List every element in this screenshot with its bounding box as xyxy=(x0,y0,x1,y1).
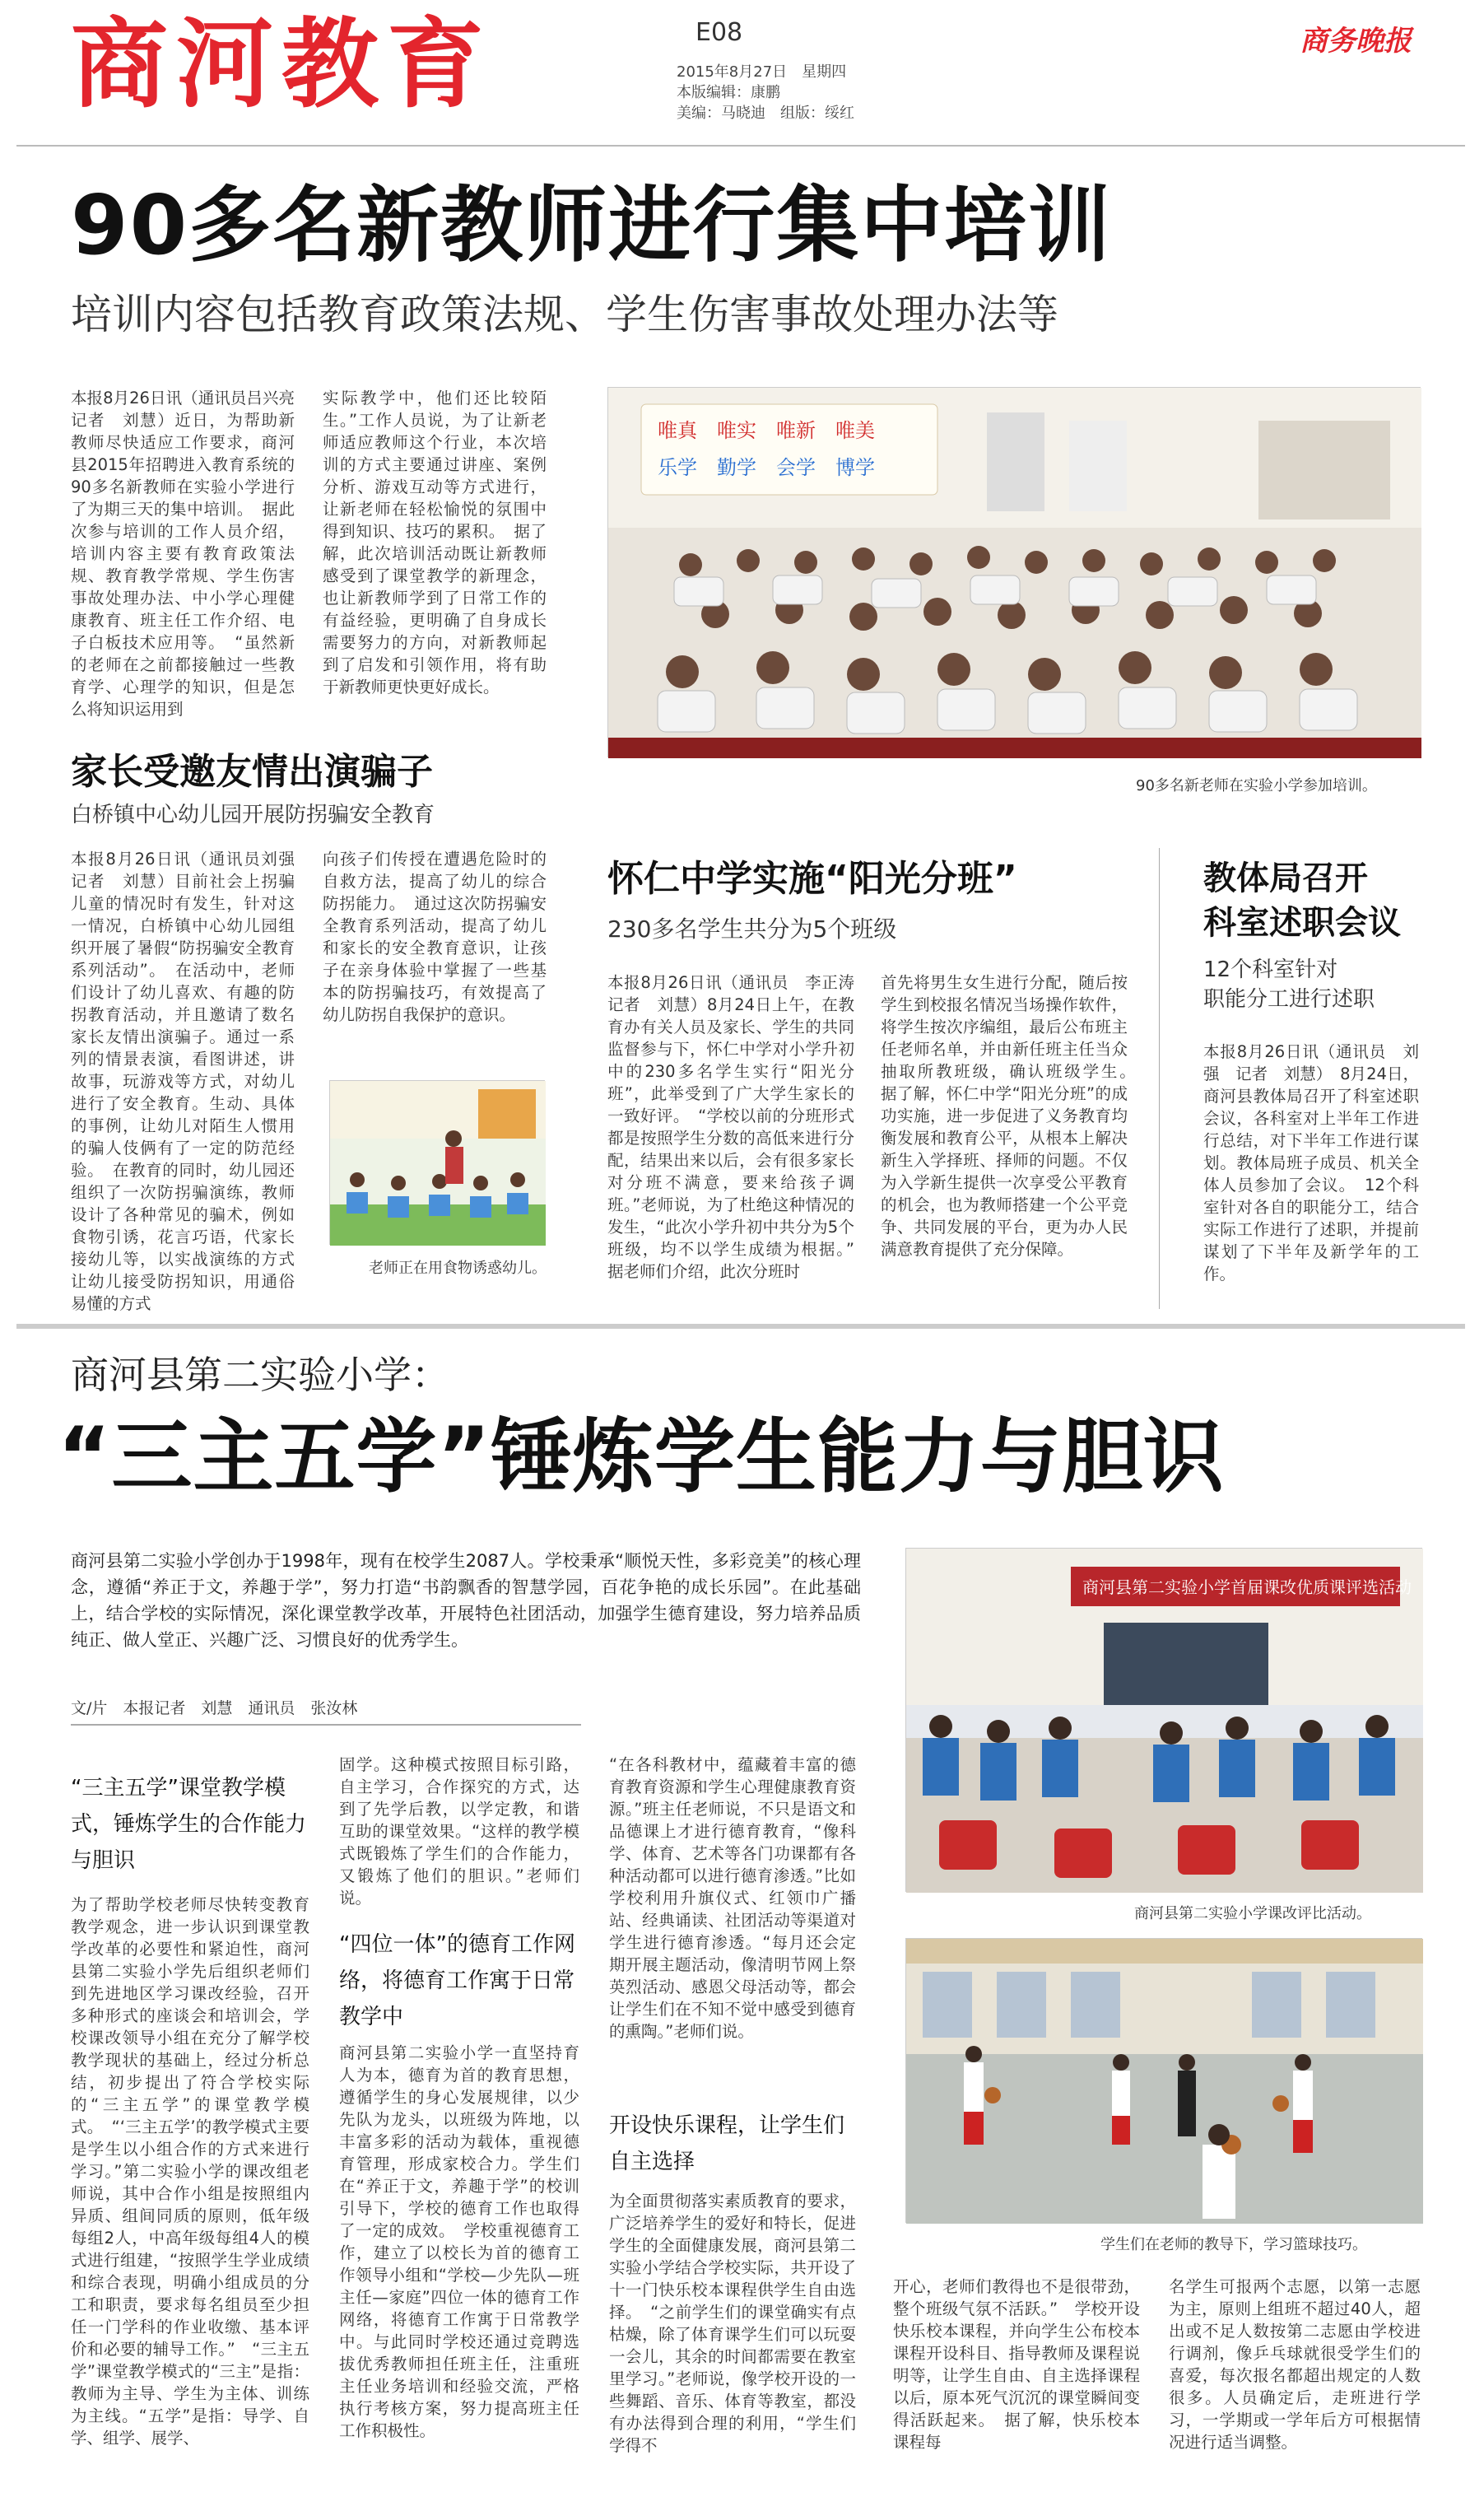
feature-photo-1-caption: 商河县第二实验小学课改评比活动。 xyxy=(1134,1905,1371,1922)
kindergarten-image xyxy=(330,1081,546,1246)
story1-photo-caption: 90多名新老师在实验小学参加培训。 xyxy=(1136,777,1377,794)
story2-photo-caption: 老师正在用食物诱惑幼儿。 xyxy=(369,1260,547,1277)
story2-subtitle: 白桥镇中心幼儿园开展防拐骗安全教育 xyxy=(71,803,435,827)
story1-title: 90多名新教师进行集中培训 xyxy=(71,177,1113,273)
design-credit: 美编：马晓迪 组版：绥红 xyxy=(677,105,854,122)
editor-credit: 本版编辑：康鹏 xyxy=(677,84,780,101)
banner-text-1: 唯真 唯实 唯新 唯美 xyxy=(658,419,875,442)
story3-column-1: 本报8月26日讯（通讯员 李正涛 记者 刘慧）8月24日上午，在教育办有关人员及家长、学生的共同监督参与下，怀仁中学对小学升初中的230多名学生实行“阳光分班”，此举受到了广大学生家长的一致好评。 “学校以前的分班形式都是按照学生分数的高低来进行分配，结果出来以后，会有很多家长对分班不满意，要来给孩子调班。”老师说，为了杜绝这种情况的发生，“此次小学升初中共分为5个班级，均不以学生成绩为根据。” 据老师们介绍，此次分班时 xyxy=(607,973,871,1281)
story4-subtitle-line2: 职能分工进行述职 xyxy=(1203,987,1375,1012)
page-number: E08 xyxy=(695,18,743,47)
story1-subtitle: 培训内容包括教育政策法规、学生伤害事故处理办法等 xyxy=(71,291,1058,338)
classroom-training-image xyxy=(608,388,1421,758)
feature-subhead-3: 开设快乐课程，让学生们自主选择 xyxy=(609,2113,845,2174)
story2-photo xyxy=(329,1080,545,1245)
feature-column-1: 为了帮助学校老师尽快转变教育教学观念，进一步认识到课堂教学改革的必要性和紧迫性，商河县第二实验小学先后组织老师们到先进地区学习课改经验，召开多种形式的座谈会和培训会，学校课改领导小组在充分了解学校教学现状的基础上，经过分析总结，初步提出了符合学校实际的“三主五学”的课堂教学模式。 “‘三主五学’的教学模式主要是学生以小组合作的方式来进行学习。”第二实验小学的课改组老师说，其中合作小组是按照组内异质、组间同质的原则，低年级每组2人，中高年级每组4人的模式进行组建，“按照学生学业成绩和综合表现，明确小组成员的分工和职责，要求每名组员至少担任一门学科的作业收缴、基本评价和必要的辅导工作。” “三主五学”课堂教学模式的“三主”是指：教师为主导、学生为主体、训练为主线。“五学”是指：导学、自学、组学、展学、 xyxy=(71,1895,309,2448)
story1-photo xyxy=(607,387,1421,757)
masthead: 商河教育 xyxy=(71,7,493,121)
byline-rule xyxy=(71,1724,581,1726)
feature-subhead-2: “四位一体”的德育工作网络，将德育工作寓于日常教学中 xyxy=(339,1932,575,2029)
column-divider xyxy=(1159,848,1160,1309)
story4-title-line1: 教体局召开 xyxy=(1203,860,1368,897)
story2-column-1: 本报8月26日讯（通讯员刘强 记者 刘慧）目前社会上拐骗儿童的情况时有发生，针对这一情况，白桥镇中心幼儿园组织开展了暑假“防拐骗安全教育系列活动”。 在活动中，老师们设计了幼儿喜欢、有趣的防拐教育活动，并且邀请了数名家长友情出演骗子。通过一系列的情景表演，看图讲述，讲故事，玩游戏等方式，对幼儿进行了安全教育。生动、具体的事例，让幼儿对陌生人惯用的骗人伎俩有了一定的防范经验。 在教育的同时，幼儿园还组织了一次防拐骗演练，教师设计了各种常见的骗术，例如食物引诱，花言巧语，代家长接幼儿等，以实战演练的方式让幼儿接受防拐知识，用通俗易懂的方式 xyxy=(71,850,311,1313)
feature-column-3a: “在各科教材中，蕴藏着丰富的德育教育资源和学生心理健康教育资源。”班主任老师说，不只是语文和品德课上才进行德育教育，“像科学、体育、艺术等各门功课都有各种活动都可以进行德育渗透。”比如学校利用升旗仪式、红领巾广播站、经典诵读、社团活动等渠道对学生进行德育渗透。“每月还会定期开展主题活动，像清明节网上祭英烈活动、感恩父母活动等，都会让学生们在不知不觉中感受到德育的熏陶。”老师们说。 xyxy=(609,1755,856,2041)
story2-title: 家长受邀友情出演骗子 xyxy=(71,751,433,793)
feature-photo-2 xyxy=(905,1938,1422,2223)
story2-column-2: 向孩子们传授在遭遇危险时的自救方法，提高了幼儿的综合防拐能力。 通过这次防拐骗安全教育系列活动，提高了幼儿和家长的安全教育意识，让孩子在亲身体验中掌握了一些基本的防拐骗技巧，有效提高了幼儿防拐自我保护的意识。 xyxy=(323,850,547,1024)
feature-kicker: 商河县第二实验小学： xyxy=(71,1353,449,1397)
banner-text-2: 乐学 勤学 会学 博学 xyxy=(658,456,875,479)
story3-title: 怀仁中学实施“阳光分班” xyxy=(607,858,1017,900)
feature-column-2a: 固学。这种模式按照目标引路，自主学习，合作探究的方式，达到了先学后教，以学定教，和谐互助的课堂效果。“这样的教学模式既锻炼了学生们的合作能力，又锻炼了他们的胆识。”老师们说。 xyxy=(339,1755,579,1908)
feature-lead: 商河县第二实验小学创办于1998年，现有在校学生2087人。学校秉承“顺悦天性，多彩竞美”的核心理念，遵循“养正于文，养趣于学”，努力打造“书韵飘香的智慧学园，百花争艳的成长乐园”。在此基础上，结合学校的实际情况，深化课堂教学改革，开展特色社团活动，加强学生德育建设，努力培养品质纯正、做人堂正、兴趣广泛、习惯良好的优秀学生。 xyxy=(71,1551,861,1650)
classroom-contest-image xyxy=(906,1549,1423,1893)
issue-date: 2015年8月27日 星期四 xyxy=(677,63,847,81)
feature-title: “三主五学”锤炼学生能力与胆识 xyxy=(58,1410,1225,1504)
story1-column-2: 实际教学中，他们还比较陌生。”工作人员说，为了让新老师适应教师这个行业，本次培训的方式主要通过讲座、案例分析、游戏互动等方式进行，让新老师在轻松愉悦的氛围中得到知识、技巧的累积。 据了解，此次培训活动既让新教师感受到了课堂教学的新理念，也让新教师学到了日常工作的有益经验，更明确了自身成长需要努力的方向，对新教师起到了启发和引领作用，将有助于新教师更快更好成长。 xyxy=(323,389,547,696)
feature-photo-1 xyxy=(905,1548,1422,1892)
section-rule xyxy=(16,1324,1465,1329)
story3-column-2: 首先将男生女生进行分配，随后按学生到校报名情况当场操作软件，将学生按次序编组，最后公布班主任老师名单，并由新任班主任当众抽取所教班级，确认班级学生。 据了解，怀仁中学“阳光分班”的成功实施，进一步促进了义务教育均衡发展和教育公平，从根本上解决新生入学择班、择师的问题。不仅为入学新生提供一次享受公平教育的机会，也为教师搭建一个公平竞争、共同发展的平台，更为办人民满意教育提供了充分保障。 xyxy=(881,973,1144,1259)
newspaper-brand: 商务晚报 xyxy=(1300,25,1412,58)
story4-body: 本报8月26日讯（通讯员 刘强 记者 刘慧） 8月24日，商河县教体局召开了科室述职会议，各科室对上半年工作进行总结，对下半年工作进行谋划。教体局班子成员、机关全体人员参加了会议。 12个科室针对各自的职能分工，结合实际工作进行了述职，并提前谋划了下半年及新学年的工作。 xyxy=(1203,1042,1419,1283)
feature-column-2b: 商河县第二实验小学一直坚持育人为本，德育为首的教育思想，遵循学生的身心发展规律，以少先队为龙头，以班级为阵地，以丰富多彩的活动为载体，重视德育管理，形成家校合力。学生们在“养正于文，养趣于学”的校训引导下，学校的德育工作也取得了一定的成效。 学校重视德育工作，建立了以校长为首的德育工作领导小组和“学校—少先队—班主任—家庭”四位一体的德育工作网络，将德育工作寓于日常教学中。与此同时学校还通过竞聘选拔优秀教师担任班主任，注重班主任业务培训和经验交流，严格执行考核方案，努力提高班主任工作积极性。 xyxy=(339,2043,579,2440)
story3-subtitle: 230多名学生共分为5个班级 xyxy=(607,915,897,943)
feature-column-5: 名学生可报两个志愿，以第一志愿为主，原则上组班不超过40人，超出或不足人数按第二志愿由学校进行调剂，像乒乓球就很受学生们的喜爱，每次报名都超出规定的人数很多。人员确定后，走班进行学习，一学期或一学年后方可根据情况进行适当调整。 xyxy=(1169,2277,1421,2452)
feature-byline: 文/片 本报记者 刘慧 通讯员 张汝林 xyxy=(71,1699,358,1717)
header-rule xyxy=(16,145,1465,147)
feature-column-3b: 为全面贯彻落实素质教育的要求，广泛培养学生的爱好和特长，促进学生的全面健康发展，商河县第二实验小学结合学校实际，共开设了十一门快乐校本课程供学生自由选择。 “之前学生们的课堂确实有点枯燥，除了体育课学生们可以玩耍一会儿，其余的时间都需要在教室里学习。”老师说，像学校开设的一些舞蹈、音乐、体育等教室，都没有办法得到合理的利用，“学生们学得不 xyxy=(609,2192,856,2455)
story4-title-line2: 科室述职会议 xyxy=(1203,904,1401,942)
feature-photo-2-caption: 学生们在老师的教导下，学习篮球技巧。 xyxy=(1100,2236,1367,2253)
story4-subtitle-line1: 12个科室针对 xyxy=(1203,957,1338,982)
feature-subhead-1: “三主五学”课堂教学模式，锤炼学生的合作能力与胆识 xyxy=(71,1776,307,1873)
basketball-practice-image xyxy=(906,1939,1423,2224)
photo-banner-text: 商河县第二实验小学首届课改优质课评选活动 xyxy=(1082,1577,1412,1597)
story1-column-1: 本报8月26日讯（通讯员吕兴亮 记者 刘慧）近日，为帮助新教师尽快适应工作要求，商河县2015年招聘进入教育系统的90多名新教师在实验小学进行了为期三天的集中培训。 据此次参与培训的工作人员介绍，培训内容主要有教育政策法规、教育教学常规、学生伤害事故处理办法、中小学心理健康教育、班主任工作介绍、电子白板技术应用等。 “虽然新的老师在之前都接触过一些教育学、心理学的知识，但是怎么将知识运用到 xyxy=(71,389,311,719)
feature-column-4: 开心，老师们教得也不是很带劲，整个班级气氛不活跃。” 学校开设快乐校本课程，并向学生公布校本课程开设科目、指导教师及课程说明等，让学生自由、自主选择课程以后，原本死气沉沉的课堂瞬间变得活跃起来。 据了解，快乐校本课程每 xyxy=(893,2277,1140,2452)
